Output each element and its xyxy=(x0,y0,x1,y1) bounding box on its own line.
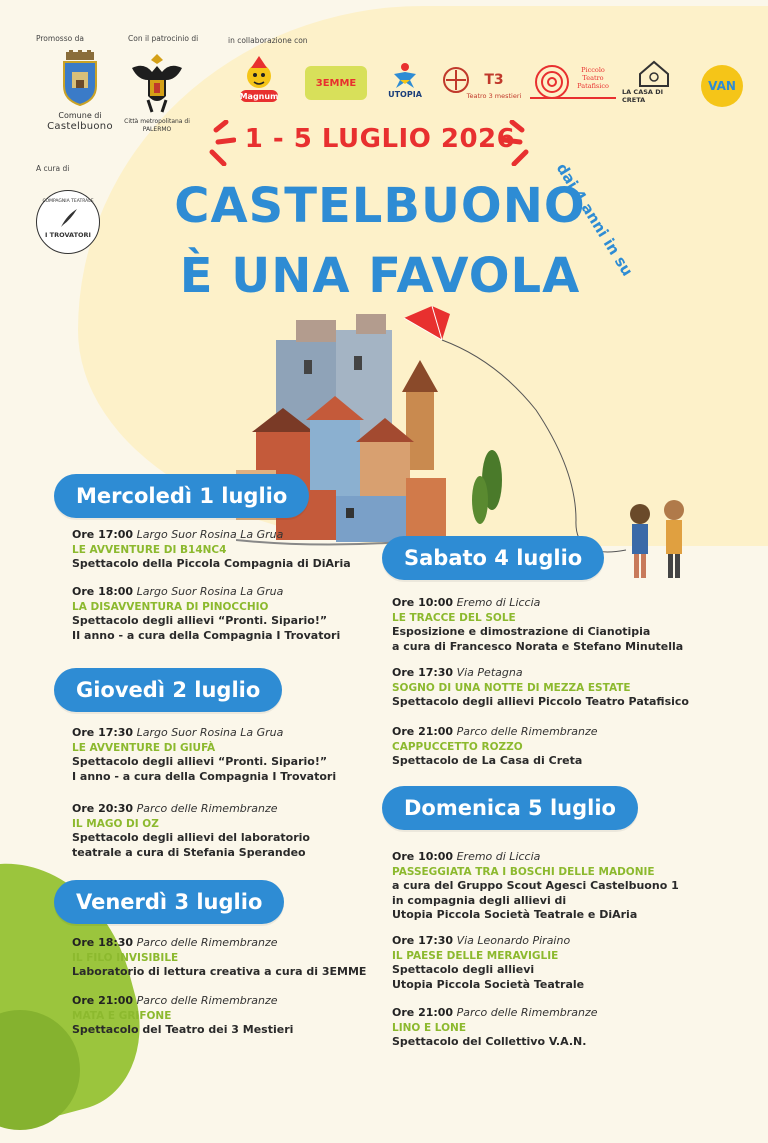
teatro-3-mestieri-logo xyxy=(440,60,526,104)
collaboration-caption: in collaborazione con xyxy=(228,36,308,45)
van-logo xyxy=(694,58,750,114)
event-time: Ore 18:00 xyxy=(72,585,134,598)
event-time: Ore 21:00 xyxy=(392,1006,454,1019)
event-desc: Esposizione e dimostrazione di Cianotipia xyxy=(392,625,651,638)
event-desc: Spettacolo de La Casa di Creta xyxy=(392,754,583,767)
sparkle-left-icon xyxy=(176,120,236,166)
magnum-logo xyxy=(218,54,300,110)
event-time: Ore 10:00 xyxy=(392,850,454,863)
quill-icon xyxy=(57,207,79,229)
day-header-domenica: Domenica 5 luglio xyxy=(382,786,638,830)
event-desc: Spettacolo del Collettivo V.A.N. xyxy=(392,1035,587,1048)
event-place: Largo Suor Rosina La Grua xyxy=(136,585,284,598)
event-item xyxy=(72,936,366,980)
trovatori-top-text: COMPAGNIA TEATRALE xyxy=(42,199,94,204)
event-desc: Spettacolo del Teatro dei 3 Mestieri xyxy=(72,1023,294,1036)
event-title: MATA E GRIFONE xyxy=(72,1009,172,1022)
event-desc: II anno - a cura della Compagnia I Trovatori xyxy=(72,628,341,642)
event-place: Eremo di Liccia xyxy=(456,850,541,863)
event-item xyxy=(392,850,679,923)
svg-text:T3: T3 xyxy=(484,72,504,88)
utopia-name: UTOPIA xyxy=(388,89,422,99)
event-desc: Spettacolo degli allievi del laboratorio xyxy=(72,831,310,844)
event-title: LA DISAVVENTURA DI PINOCCHIO xyxy=(72,600,269,613)
municipality-crest-icon xyxy=(60,50,100,106)
promoted-by-caption: Promosso da xyxy=(36,34,84,43)
event-time: Ore 17:30 xyxy=(392,666,454,679)
festival-dates: 1 - 5 LUGLIO 2026 xyxy=(244,124,516,154)
event-time: Ore 10:00 xyxy=(392,596,454,609)
event-desc: Spettacolo degli allievi Piccolo Teatro Patafisico xyxy=(392,695,689,708)
event-time: Ore 17:00 xyxy=(72,528,134,541)
event-time: Ore 20:30 xyxy=(72,802,134,815)
trovatori-logo xyxy=(36,190,100,254)
event-desc: a cura di Francesco Norata e Stefano Minutella xyxy=(392,639,684,653)
event-desc: Spettacolo degli allievi xyxy=(392,963,535,976)
metro-city-name: Città metropolitana di PALERMO xyxy=(124,118,190,133)
event-place: Parco delle Rimembranze xyxy=(136,936,278,949)
magnum-name: Magnum xyxy=(239,92,279,101)
event-desc: Spettacolo degli allievi “Pronti. Sipario!” xyxy=(72,755,328,768)
3emme-name: 3EMME xyxy=(315,77,357,89)
event-title: LE AVVENTURE DI GIUFÀ xyxy=(72,741,216,754)
event-desc: in compagnia degli allievi di xyxy=(392,893,567,907)
title-line-1: CASTELBUONO xyxy=(174,178,586,234)
event-title: CAPPUCCETTO ROZZO xyxy=(392,740,523,753)
event-desc: Utopia Piccola Società Teatrale xyxy=(392,977,585,991)
event-place: Parco delle Rimembranze xyxy=(136,802,278,815)
event-place: Largo Suor Rosina La Grua xyxy=(136,726,284,739)
municipality-line1: Comune di xyxy=(58,111,102,120)
event-item xyxy=(392,1006,598,1050)
event-desc: Utopia Piccola Società Teatrale e DiAria xyxy=(392,908,638,921)
teatro-3-mestieri-name: Teatro 3 mestieri xyxy=(466,92,522,100)
event-desc: Laboratorio di lettura creativa a cura di 3EMME xyxy=(72,965,367,978)
event-place: Via Leonardo Piraino xyxy=(456,934,571,947)
eagle-crest-icon xyxy=(130,50,184,116)
utopia-logo xyxy=(380,54,430,104)
spiral-icon xyxy=(530,60,616,104)
event-time: Ore 17:30 xyxy=(392,934,454,947)
event-place: Largo Suor Rosina La Grua xyxy=(136,528,284,541)
event-title: IL MAGO DI OZ xyxy=(72,817,159,830)
event-desc: Spettacolo della Piccola Compagnia di DiAria xyxy=(72,557,351,570)
piccolo-teatro-patafisico-name: Piccolo Teatro Patafisico xyxy=(577,66,609,90)
casa-di-creta-name: LA CASA DI CRETA xyxy=(622,88,664,104)
magnum-icon xyxy=(218,54,300,110)
van-badge: VAN xyxy=(701,65,743,107)
event-place: Parco delle Rimembranze xyxy=(456,1006,598,1019)
day-header-giovedi: Giovedì 2 luglio xyxy=(54,668,282,712)
day-header-mercoledi: Mercoledì 1 luglio xyxy=(54,474,309,518)
event-title: IL FILO INVISIBILE xyxy=(72,951,179,964)
event-item xyxy=(392,666,689,710)
event-desc: Spettacolo degli allievi “Pronti. Sipario!” xyxy=(72,614,328,627)
event-time: Ore 18:30 xyxy=(72,936,134,949)
event-desc: teatrale a cura di Stefania Sperandeo xyxy=(72,845,306,859)
utopia-icon xyxy=(390,60,420,90)
event-title: SOGNO DI UNA NOTTE DI MEZZA ESTATE xyxy=(392,681,631,694)
event-time: Ore 17:30 xyxy=(72,726,134,739)
event-desc: I anno - a cura della Compagnia I Trovatori xyxy=(72,769,337,783)
event-item xyxy=(72,994,293,1038)
event-place: Via Petagna xyxy=(456,666,523,679)
event-place: Parco delle Rimembranze xyxy=(456,725,598,738)
event-item xyxy=(72,726,336,784)
day-header-venerdi: Venerdì 3 luglio xyxy=(54,880,284,924)
event-place: Eremo di Liccia xyxy=(456,596,541,609)
3emme-logo xyxy=(305,66,367,100)
event-item xyxy=(72,528,351,572)
event-place: Parco delle Rimembranze xyxy=(136,994,278,1007)
event-title: LE TRACCE DEL SOLE xyxy=(392,611,516,624)
event-title: LE AVVENTURE DI B14NC4 xyxy=(72,543,227,556)
teatro-3-mestieri-icon xyxy=(440,60,526,104)
trovatori-name: I TROVATORI xyxy=(45,231,91,239)
event-desc: a cura del Gruppo Scout Agesci Castelbuono 1 xyxy=(392,879,679,892)
event-item xyxy=(392,725,598,769)
piccolo-teatro-patafisico-logo xyxy=(530,60,616,104)
event-title: PASSEGGIATA TRA I BOSCHI DELLE MADONIE xyxy=(392,865,655,878)
age-label: dai 4 anni in su xyxy=(552,160,637,280)
house-icon xyxy=(637,60,671,88)
curated-by-caption: A cura di xyxy=(36,164,70,173)
event-item xyxy=(392,934,584,992)
casa-di-creta-logo xyxy=(622,58,686,106)
event-time: Ore 21:00 xyxy=(72,994,134,1007)
patronage-caption: Con il patrocinio di xyxy=(128,34,199,43)
event-title: LINO E LONE xyxy=(392,1021,466,1034)
event-title: IL PAESE DELLE MERAVIGLIE xyxy=(392,949,559,962)
event-item xyxy=(392,596,683,654)
title-line-2: È UNA FAVOLA xyxy=(179,248,581,304)
day-header-sabato: Sabato 4 luglio xyxy=(382,536,604,580)
event-time: Ore 21:00 xyxy=(392,725,454,738)
event-item xyxy=(72,585,340,643)
municipality-line2: Castelbuono xyxy=(47,121,113,132)
event-item xyxy=(72,802,310,860)
